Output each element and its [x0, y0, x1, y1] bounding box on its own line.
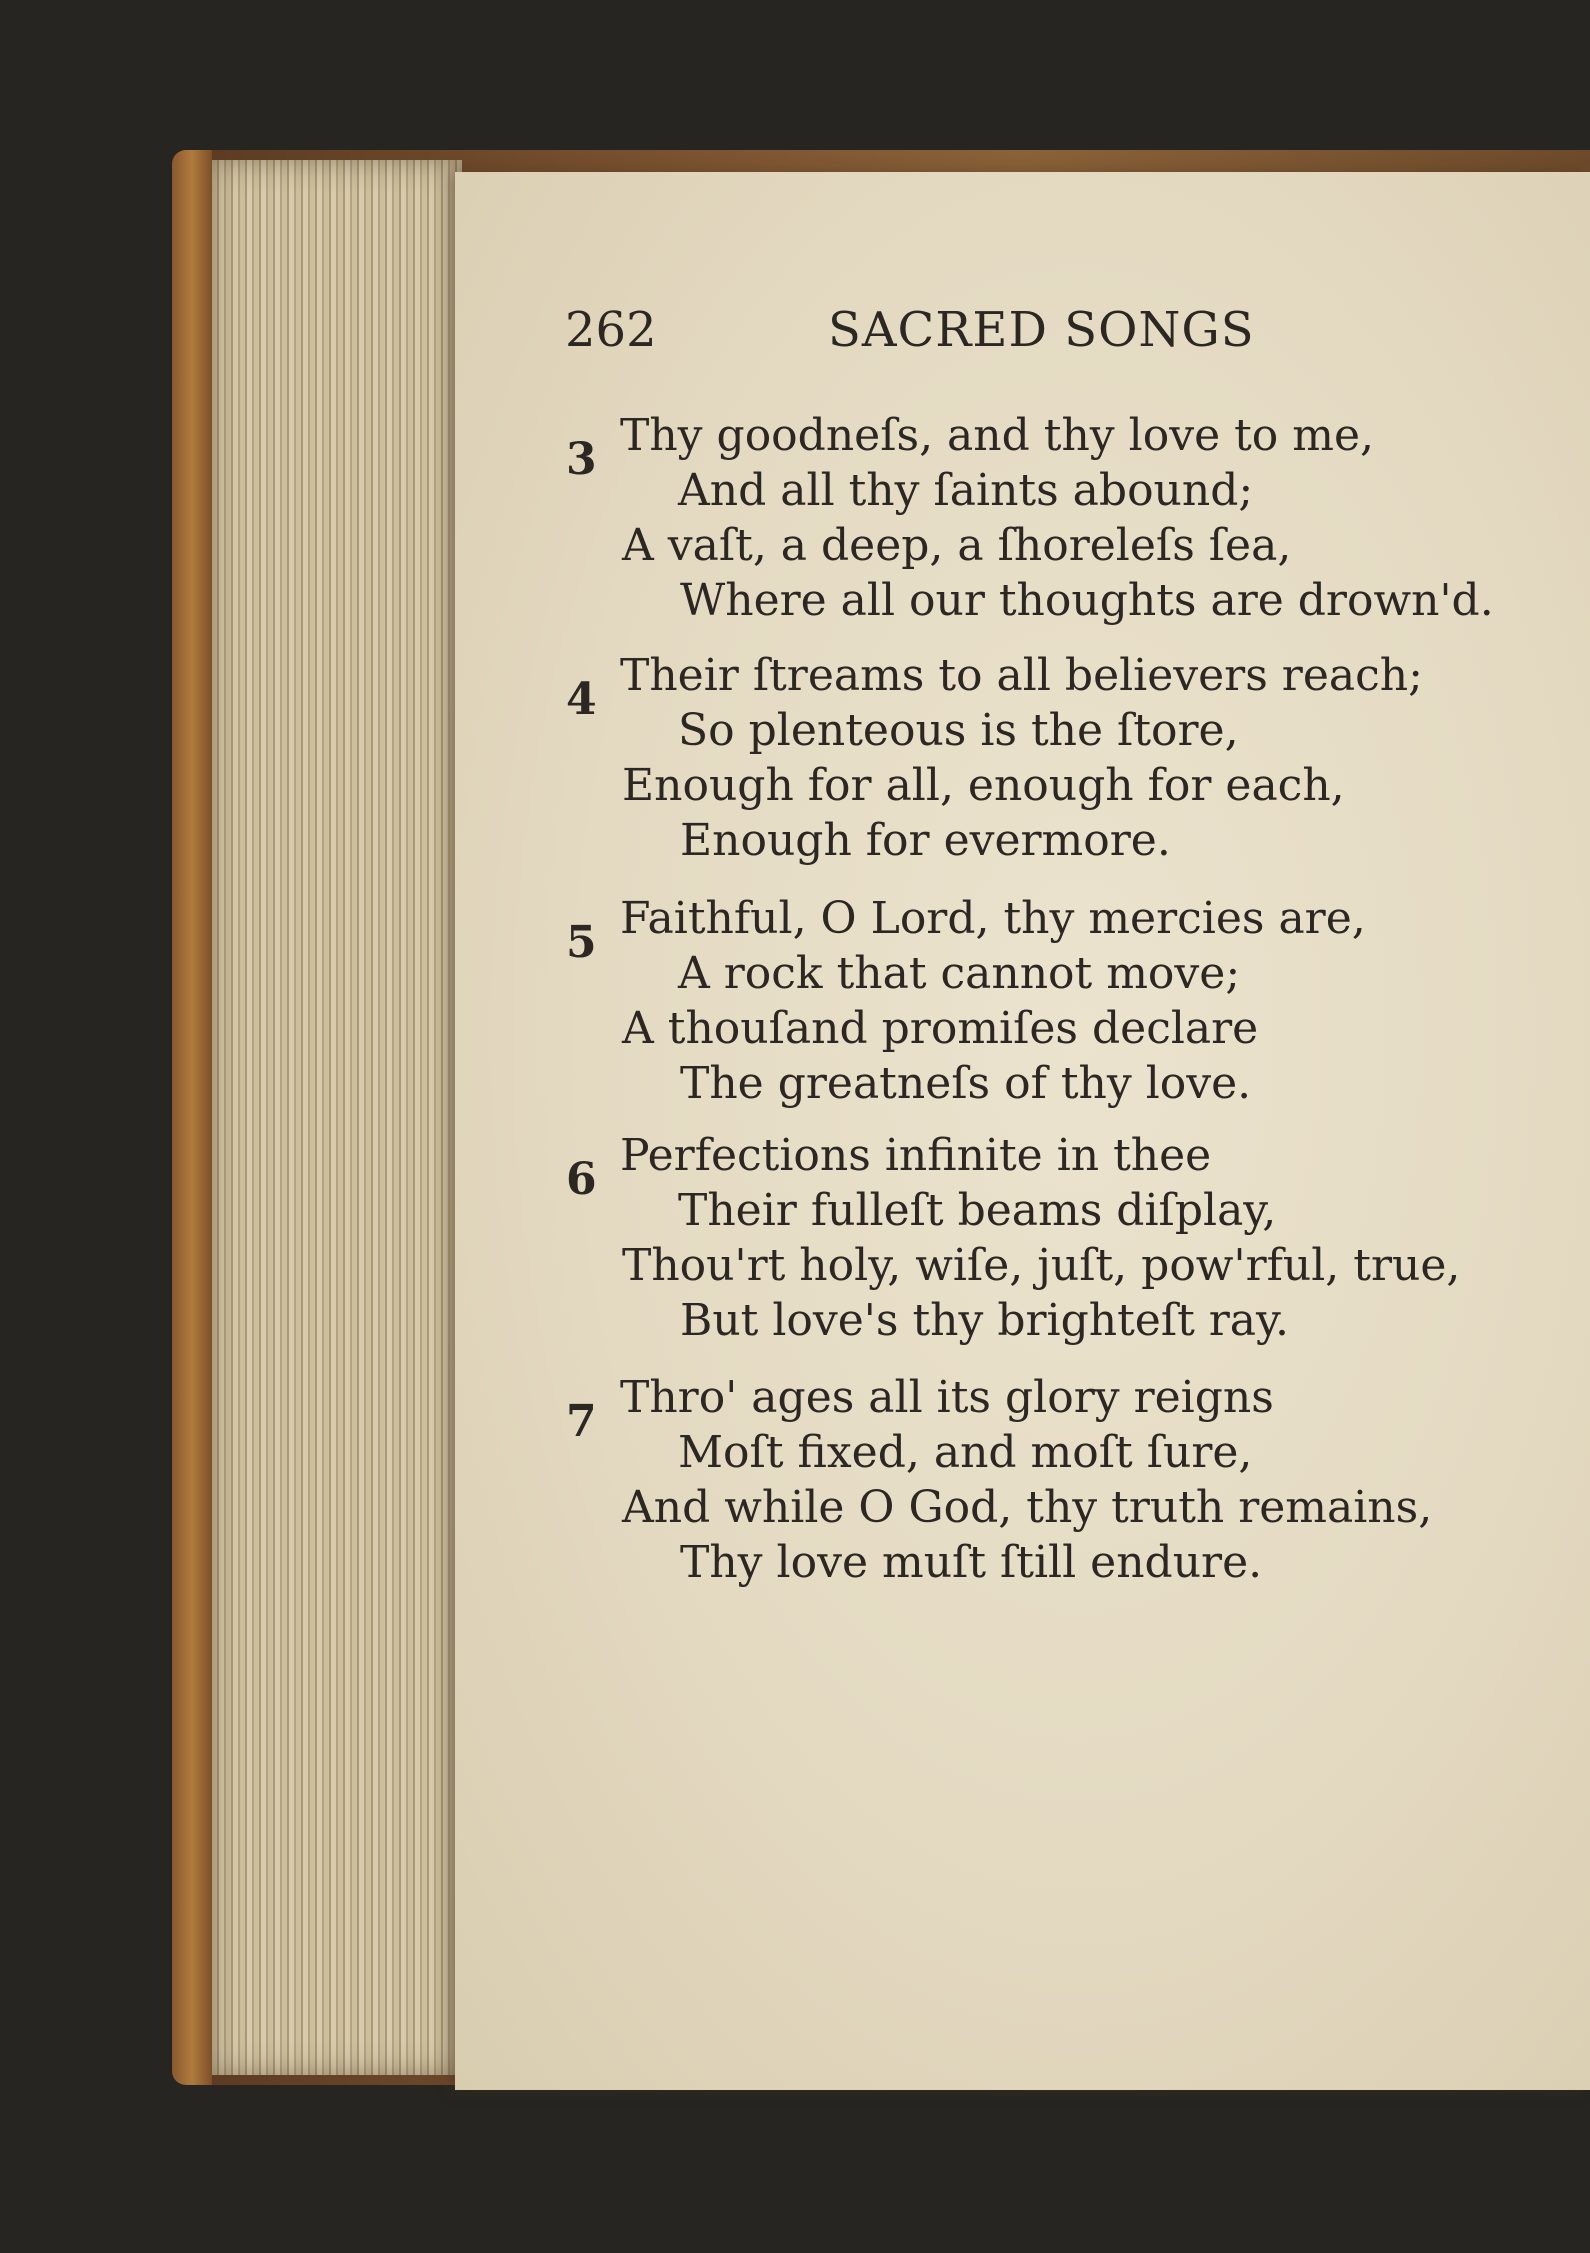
- verse-line: Moſt fixed, and moſt ſure,: [678, 1427, 1253, 1478]
- verse-line: Thy goodneſs, and thy love to me,: [620, 410, 1374, 461]
- verse-number: 3: [566, 434, 597, 485]
- stanza-7: [0, 1372, 1590, 1592]
- verse-line: A vaſt, a deep, a ſhoreleſs ſea,: [622, 520, 1292, 571]
- verse-line: Enough for evermore.: [680, 815, 1171, 866]
- verse-number: 6: [566, 1154, 597, 1205]
- verse-line: But love's thy brighteſt ray.: [680, 1295, 1290, 1346]
- stanza-4: [0, 650, 1590, 870]
- verse-line: Perfections infinite in thee: [620, 1130, 1212, 1181]
- verse-number: 7: [566, 1396, 597, 1447]
- stanza-5: [0, 893, 1590, 1113]
- verse-line: The greatneſs of thy love.: [680, 1058, 1252, 1109]
- verse-line: A rock that cannot move;: [678, 948, 1241, 999]
- page-number: 262: [565, 302, 657, 358]
- verse-number: 4: [566, 674, 597, 725]
- verse-line: Their fulleſt beams diſplay,: [678, 1185, 1277, 1236]
- verse-line: Their ſtreams to all believers reach;: [620, 650, 1423, 701]
- verse-line: Thou'rt holy, wiſe, juſt, pow'rful, true,: [622, 1240, 1461, 1291]
- verse-line: Faithful, O Lord, thy mercies are,: [620, 893, 1366, 944]
- verse-line: A thouſand promiſes declare: [622, 1003, 1259, 1054]
- verse-line: Where all our thoughts are drown'd.: [680, 575, 1494, 626]
- verse-line: Thro' ages all its glory reigns: [620, 1372, 1274, 1423]
- stanza-6: [0, 1130, 1590, 1350]
- page-title: SACRED SONGS: [828, 302, 1255, 358]
- verse-line: And while O God, thy truth remains,: [622, 1482, 1433, 1533]
- verse-line: Enough for all, enough for each,: [622, 760, 1345, 811]
- stanza-3: [0, 410, 1590, 630]
- verse-line: Thy love muſt ſtill endure.: [680, 1537, 1263, 1588]
- verse-line: So plenteous is the ſtore,: [678, 705, 1239, 756]
- verse-line: And all thy ſaints abound;: [678, 465, 1254, 516]
- verse-number: 5: [566, 917, 597, 968]
